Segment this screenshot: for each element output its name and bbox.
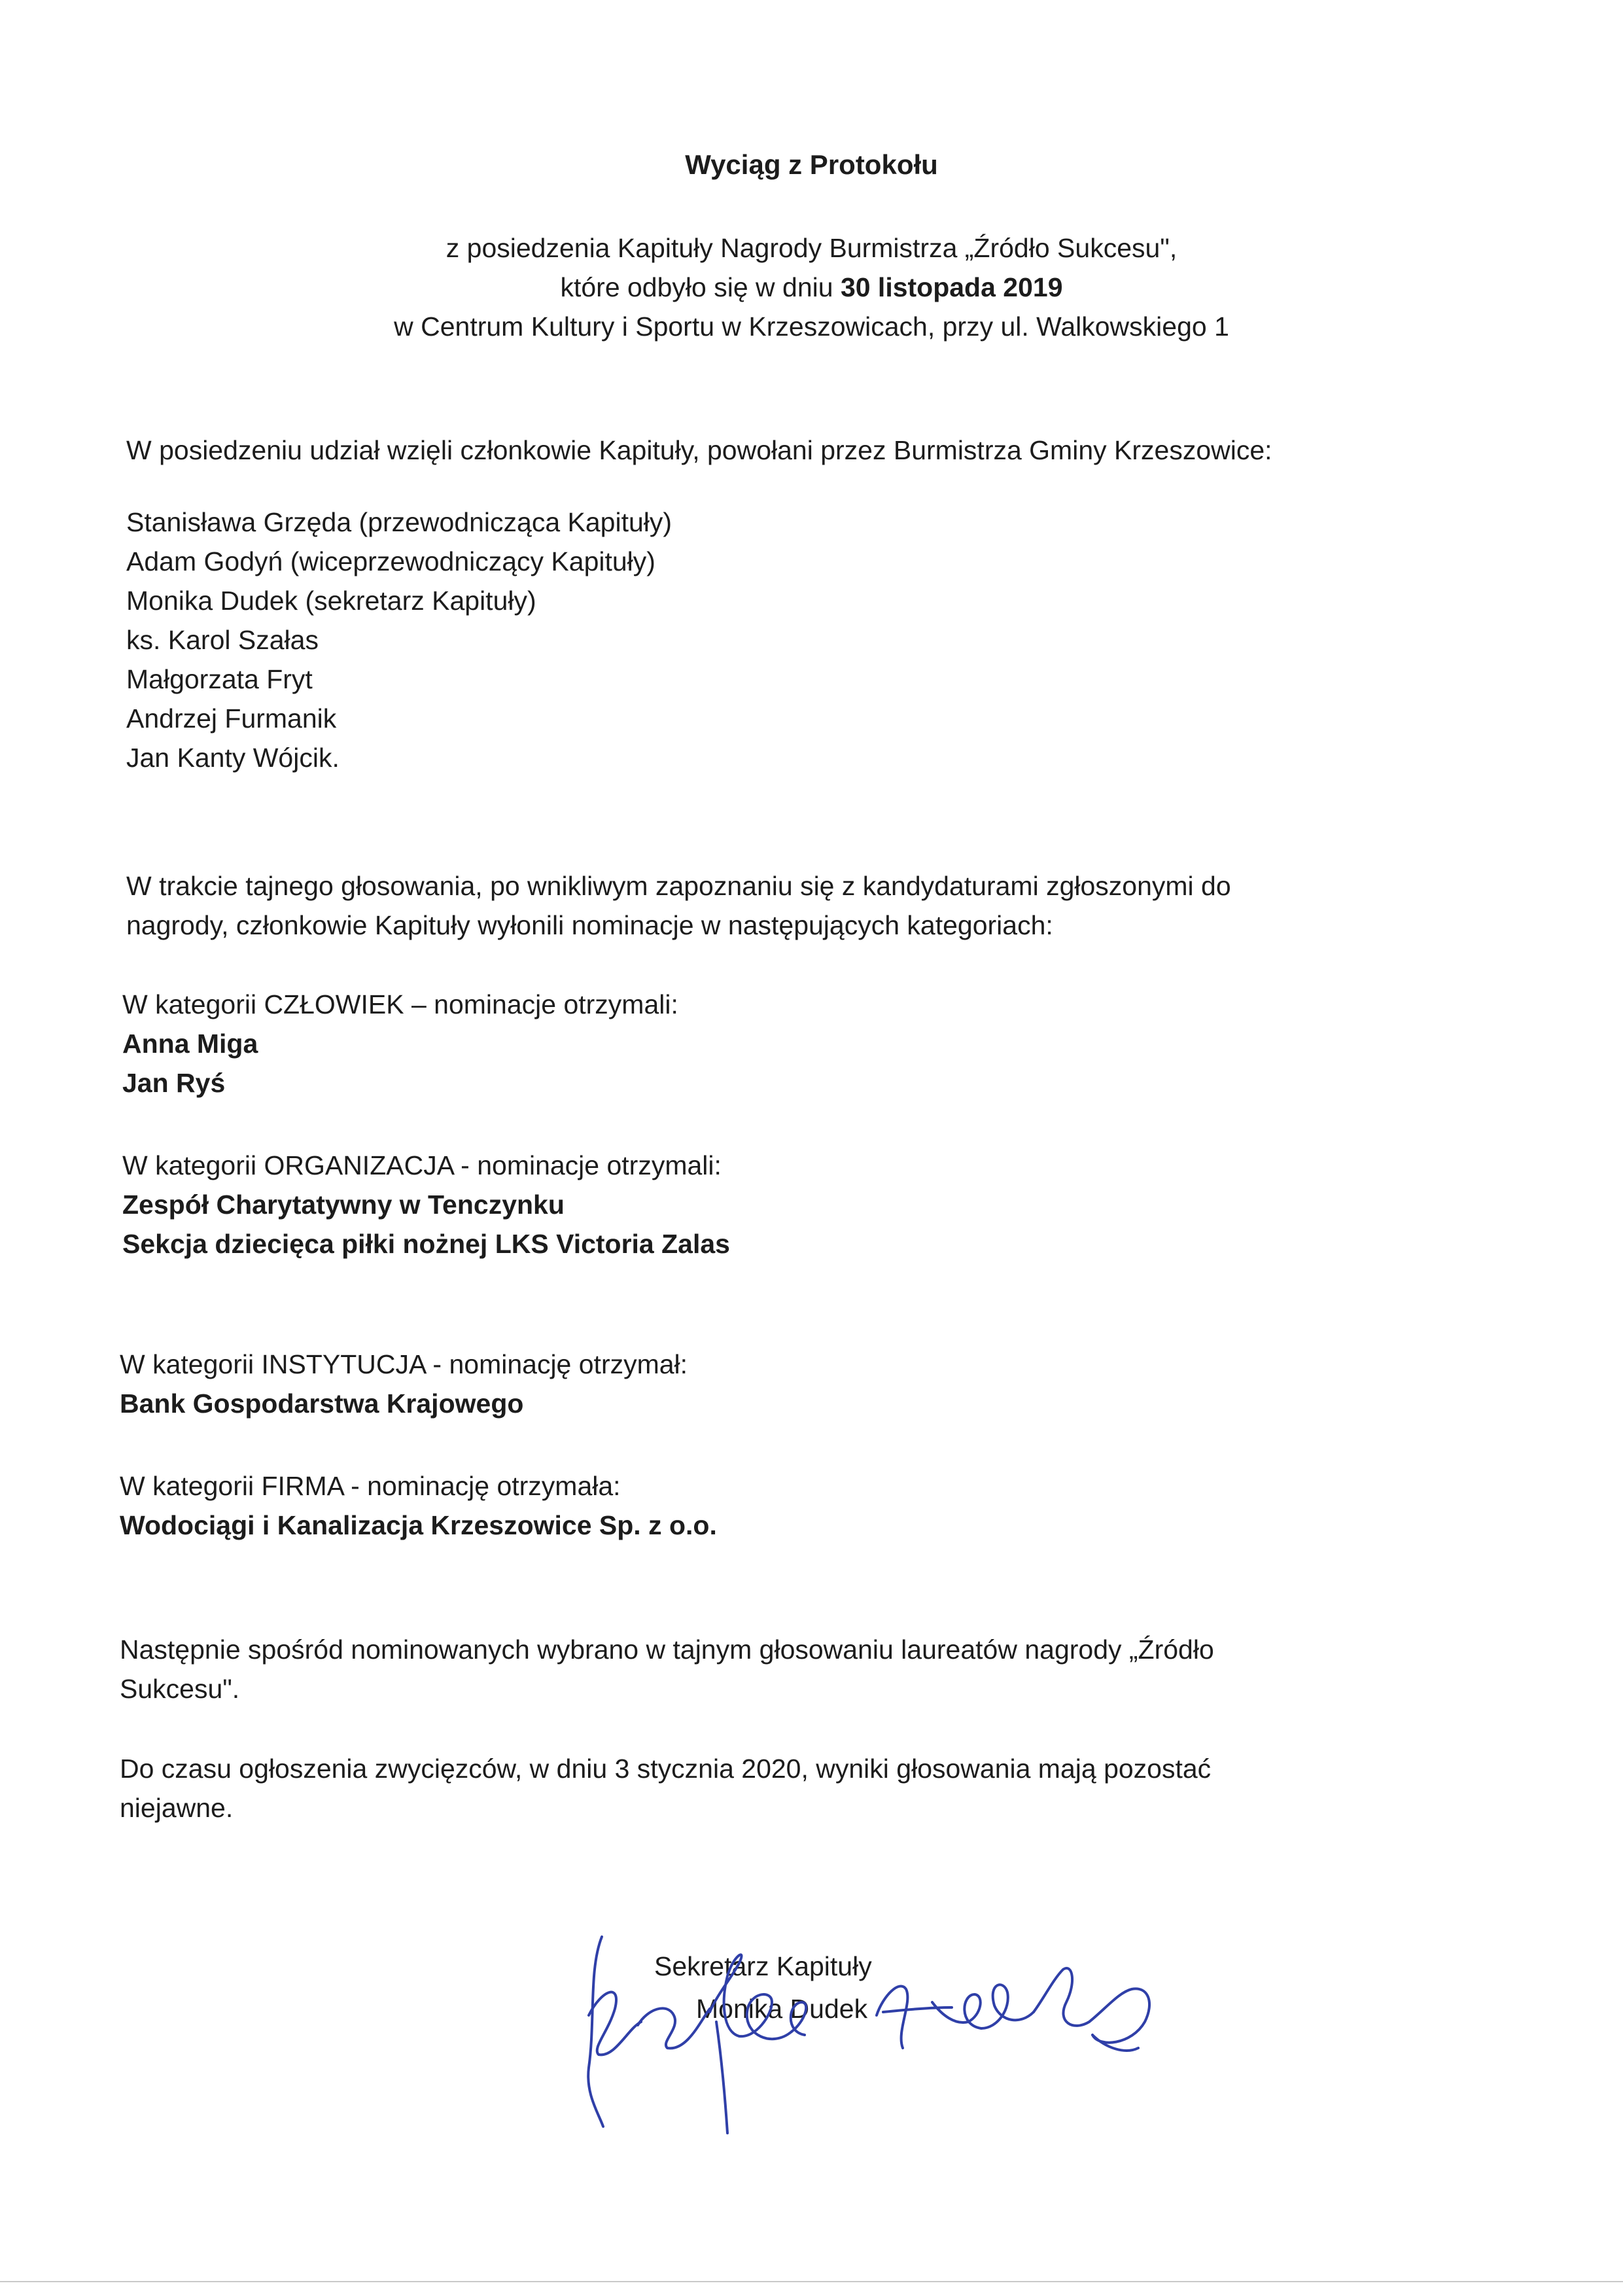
signature-name: Monika Dudek — [696, 1994, 868, 2024]
member-item: Małgorzata Fryt — [126, 664, 313, 694]
category-heading: W kategorii FIRMA - nominację otrzymała: — [120, 1471, 621, 1501]
member-item: Stanisława Grzęda (przewodnicząca Kapituły) — [126, 507, 672, 537]
meeting-date: 30 listopada 2019 — [840, 272, 1063, 302]
signature-role: Sekretarz Kapituły — [654, 1951, 872, 1981]
announcement-line-2: niejawne. — [120, 1793, 234, 1823]
nominee: Sekcja dziecięca piłki nożnej LKS Victoria Zalas — [122, 1229, 730, 1259]
laureates-line-2: Sukcesu". — [120, 1674, 240, 1704]
header-line-2 — [0, 268, 1623, 307]
nominee: Zespół Charytatywny w Tenczynku — [122, 1190, 565, 1220]
handwritten-signature — [576, 1917, 1178, 2140]
members-list — [126, 503, 672, 777]
laureates-line-1: Następnie spośród nominowanych wybrano w tajnym głosowaniu laureatów nagrody „Źródło — [120, 1634, 1214, 1665]
member-item: Adam Godyń (wiceprzewodniczący Kapituły) — [126, 546, 655, 576]
member-item: Monika Dudek (sekretarz Kapituły) — [126, 586, 536, 616]
voting-intro-line-1: W trakcie tajnego głosowania, po wnikliwym zapoznaniu się z kandydaturami zgłoszonymi do — [126, 871, 1231, 901]
member-item: ks. Karol Szałas — [126, 625, 319, 655]
nominee: Bank Gospodarstwa Krajowego — [120, 1388, 524, 1419]
header-line-3: w Centrum Kultury i Sportu w Krzeszowicach, przy ul. Walkowskiego 1 — [394, 311, 1229, 342]
voting-intro-line-2: nagrody, członkowie Kapituły wyłonili nominacje w następujących kategoriach: — [126, 910, 1053, 940]
page-edge-line — [0, 2281, 1623, 2282]
category-heading: W kategorii INSTYTUCJA - nominację otrzymał: — [120, 1349, 688, 1379]
document-title: Wyciąg z Protokołu — [685, 149, 938, 180]
announcement-line-1: Do czasu ogłoszenia zwycięzców, w dniu 3 stycznia 2020, wyniki głosowania mają pozostać — [120, 1754, 1212, 1784]
nominee: Anna Miga — [122, 1029, 258, 1059]
member-item: Andrzej Furmanik — [126, 703, 337, 733]
nominee: Jan Ryś — [122, 1068, 226, 1098]
category-heading: W kategorii ORGANIZACJA - nominacje otrzymali: — [122, 1150, 722, 1180]
category-heading: W kategorii CZŁOWIEK – nominacje otrzymali: — [122, 989, 678, 1019]
header-line-1: z posiedzenia Kapituły Nagrody Burmistrza „Źródło Sukcesu", — [445, 233, 1178, 263]
intro-paragraph: W posiedzeniu udział wzięli członkowie Kapituły, powołani przez Burmistrza Gminy Krzeszowice: — [126, 435, 1272, 465]
member-item: Jan Kanty Wójcik. — [126, 743, 340, 773]
header-line-2-prefix: które odbyło się w dniu — [560, 272, 841, 302]
nominee: Wodociągi i Kanalizacja Krzeszowice Sp. z o.o. — [120, 1510, 717, 1540]
